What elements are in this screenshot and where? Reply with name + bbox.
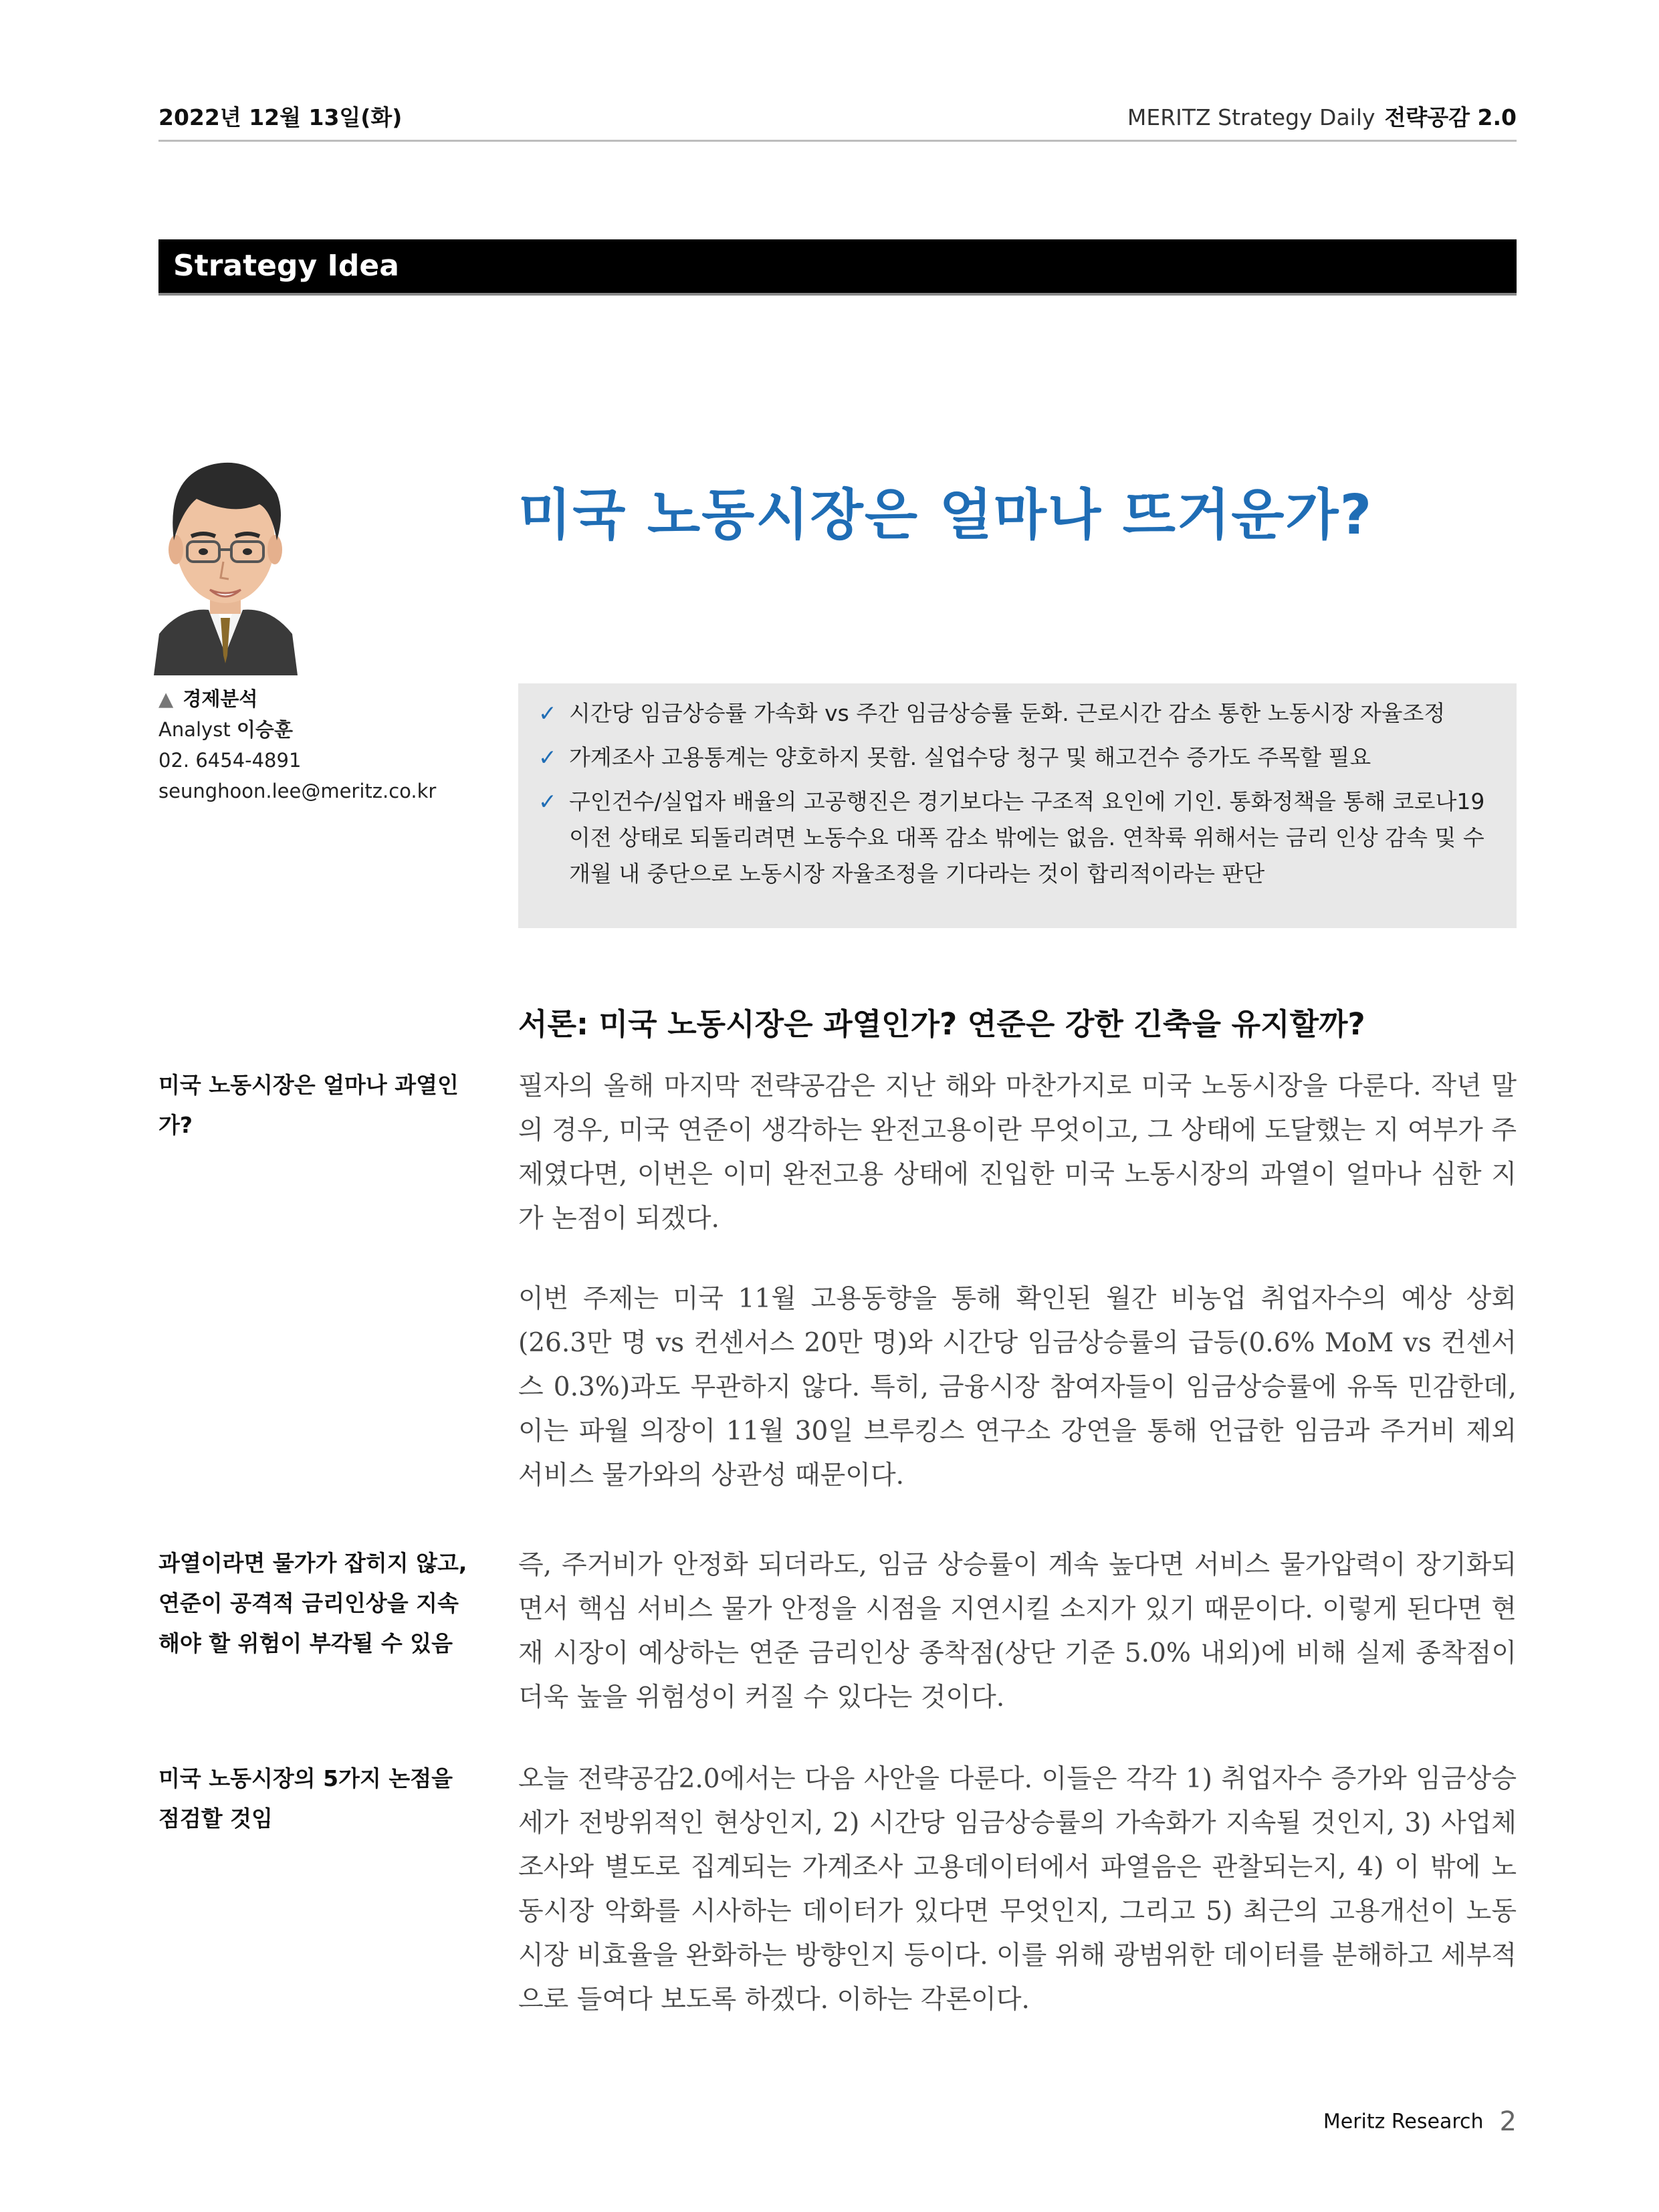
product-name: 전략공감 2.0 <box>1384 104 1517 130</box>
summary-text: 시간당 임금상승률 가속화 vs 주간 임금상승률 둔화. 근로시간 감소 통한 노동시장 자율조정 <box>569 700 1446 726</box>
analyst-department-row <box>158 683 466 714</box>
footer-source: Meritz Research <box>1323 2110 1484 2134</box>
section-bar <box>158 239 1517 296</box>
body-paragraph: 필자의 올해 마지막 전략공감은 지난 해와 마찬가지로 미국 노동시장을 다룬다. 작년 말의 경우, 미국 연준이 생각하는 완전고용이란 무엇이고, 그 상태에 도달했는 지 여부가 주제였다면, 이번은 이미 완전고용 상태에 진입한 미국 노동시장의 과열이 얼마나 심한 지가 논점이 되겠다. <box>518 1071 1517 1234</box>
summary-item <box>536 740 1499 776</box>
section-subheading: 서론: 미국 노동시장은 과열인가? 연준은 강한 긴축을 유지할까? <box>518 1006 1365 1042</box>
side-note: 과열이라면 물가가 잡히지 않고, 연준이 공격적 금리인상을 지속해야 할 위험이 부각될 수 있음 <box>158 1550 467 1656</box>
side-note: 미국 노동시장의 5가지 논점을 점검할 것임 <box>158 1765 453 1832</box>
analyst-role: Analyst <box>158 718 231 741</box>
body-paragraph: 즉, 주거비가 안정화 되더라도, 임금 상승률이 계속 높다면 서비스 물가압력이 장기화되면서 핵심 서비스 물가 안정을 시점을 지연시킬 소지가 있기 때문이다. 이렇게 된다면 현재 시장이 예상하는 연준 금리인상 종착점(상단 기준 5.0% 내외)에 비해 실제 종착점이 더욱 높을 위험성이 커질 수 있다는 것이다. <box>518 1550 1517 1712</box>
analyst-phone: 02. 6454-4891 <box>158 749 302 772</box>
summary-text: 가계조사 고용통계는 양호하지 못함. 실업수당 청구 및 해고건수 증가도 주목할 필요 <box>569 744 1371 770</box>
page-header <box>158 95 1517 142</box>
analyst-email: seunghoon.lee@meritz.co.kr <box>158 780 437 802</box>
body-paragraph: 오늘 전략공감2.0에서는 다음 사안을 다룬다. 이들은 각각 1) 취업자수 증가와 임금상승세가 전방위적인 현상인지, 2) 시간당 임금상승률의 가속화가 지속될 것인지, 3) 사업체 조사와 별도로 집계되는 가계조사 고용데이터에서 파열음은 관찰되는지, 4) 이 밖에 노동시장 악화를 시사하는 데이터가 있다면 무엇인지, 그리고 5) 최근의 고용개선이 노동시장 비효율을 완화하는 방향인지 등이다. 이를 위해 광범위한 데이터를 분해하고 세부적으로 들여다 보도록 하겠다. 이하는 각론이다. <box>518 1764 1517 2015</box>
section-label: Strategy Idea <box>173 249 399 283</box>
summary-item <box>536 695 1499 732</box>
analyst-name: 이승훈 <box>236 718 293 741</box>
analyst-avatar-icon <box>154 455 298 675</box>
summary-item <box>536 784 1499 892</box>
check-icon: ✓ <box>538 700 557 726</box>
page-title: 미국 노동시장은 얼마나 뜨거운가? <box>518 483 1373 547</box>
page-footer <box>1323 2106 1517 2137</box>
report-date: 2022년 12월 13일(화) <box>158 104 403 130</box>
side-note: 미국 노동시장은 얼마나 과열인가? <box>158 1072 459 1138</box>
triangle-icon: ▲ <box>158 687 174 710</box>
check-icon: ✓ <box>538 744 557 770</box>
brand-name: MERITZ Strategy Daily <box>1127 104 1375 130</box>
analyst-name-row <box>158 714 466 745</box>
analyst-department: 경제분석 <box>183 687 258 710</box>
page-number: 2 <box>1499 2106 1517 2137</box>
check-icon: ✓ <box>538 788 557 814</box>
summary-text: 구인건수/실업자 배율의 고공행진은 경기보다는 구조적 요인에 기인. 통화정책을 통해 코로나19 이전 상태로 되돌리려면 노동수요 대폭 감소 밖에는 없음. 연착륙 위해서는 금리 인상 감속 및 수 개월 내 중단으로 노동시장 자율조정을 기다라는 것이 합리적이라는 판단 <box>569 788 1485 887</box>
summary-box <box>518 683 1517 928</box>
report-brand <box>1127 100 1517 132</box>
body-paragraph: 이번 주제는 미국 11월 고용동향을 통해 확인된 월간 비농업 취업자수의 예상 상회(26.3만 명 vs 컨센서스 20만 명)와 시간당 임금상승률의 급등(0.6% MoM vs 컨센서스 0.3%)과도 무관하지 않다. 특히, 금융시장 참여자들이 임금상승률에 유독 민감한데, 이는 파월 의장이 11월 30일 브루킹스 연구소 강연을 통해 언급한 임금과 주거비 제외 서비스 물가와의 상관성 때문이다. <box>518 1284 1517 1490</box>
analyst-info <box>158 683 466 806</box>
